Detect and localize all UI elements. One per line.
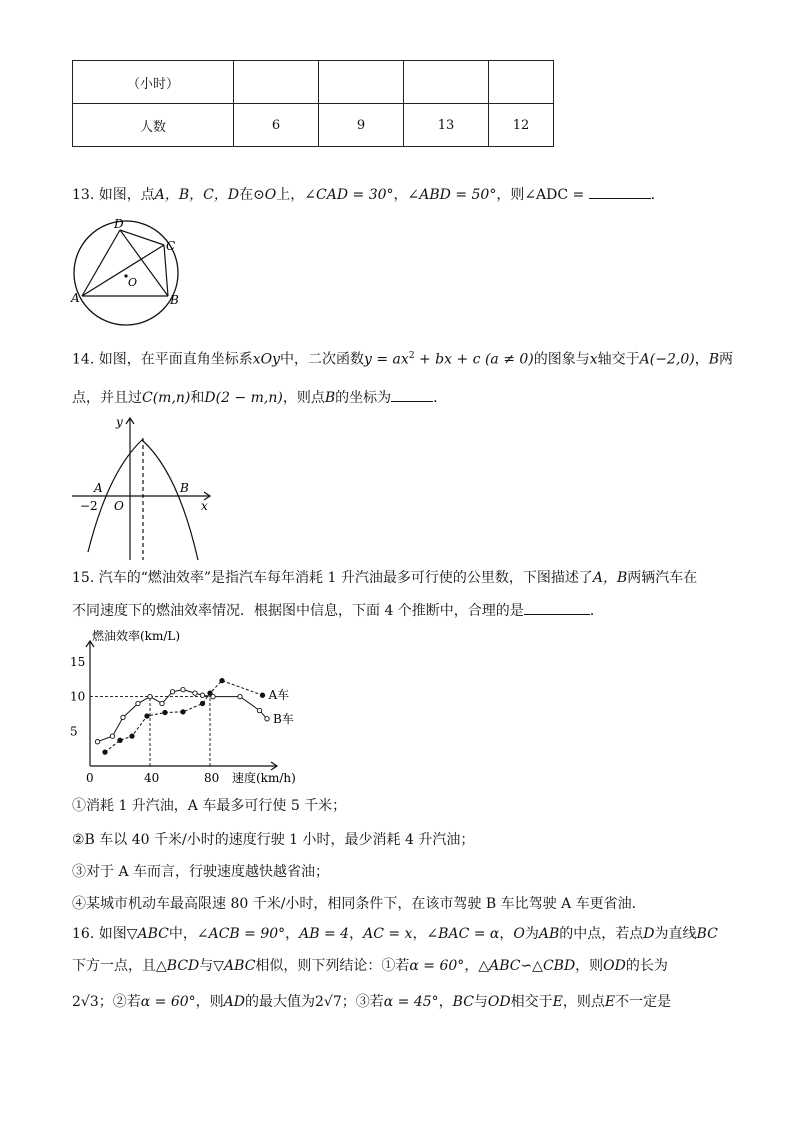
q13-part: ． <box>650 187 665 203</box>
q14-part: 两 <box>719 351 733 368</box>
fuel-efficiency-chart <box>60 626 320 790</box>
data-point <box>220 678 224 682</box>
q16-part: ，则点 <box>562 994 605 1010</box>
label-A: A <box>71 291 80 305</box>
q16-part: ， <box>438 994 453 1010</box>
q15-number: 15. <box>72 570 95 586</box>
data-point <box>148 694 152 698</box>
label-B: B <box>170 293 179 307</box>
q16-root3: 2√3 <box>72 994 99 1010</box>
answer-blank[interactable] <box>391 387 433 402</box>
data-point <box>95 740 99 744</box>
q16-line2 <box>72 956 668 976</box>
q14-part: 和 <box>190 390 205 406</box>
data-point <box>257 708 261 712</box>
q16-part: 为 <box>524 926 539 942</box>
q16-part: ， <box>412 926 427 942</box>
table-cell: 人数 <box>73 104 234 147</box>
q16-e: E <box>552 994 563 1010</box>
data-point <box>211 694 215 698</box>
q16-alpha: α = 60° <box>140 994 196 1010</box>
q14-parabola-figure <box>70 412 220 562</box>
q15-part: 两辆汽车在 <box>627 570 698 586</box>
q14-line1 <box>72 346 733 370</box>
q14-xoy: xOy <box>252 351 281 368</box>
q16-part: 的中点，若点 <box>559 926 644 942</box>
q14-point-d: D(2 − m,n) <box>204 390 283 406</box>
q14-part: 的坐标为 <box>335 390 392 406</box>
table-cell: （小时） <box>73 61 234 104</box>
q16-part: 与 <box>199 958 214 974</box>
q16-part: 相交于 <box>510 994 553 1010</box>
data-point <box>163 710 167 714</box>
q14-function-rest: + bx + c (a ≠ 0) <box>414 351 534 368</box>
table-cell: 13 <box>404 104 489 147</box>
q16-part: 为直线 <box>654 926 697 942</box>
q16-triangle: ▽ABC <box>126 926 169 942</box>
q16-part: ， <box>285 926 300 942</box>
data-point <box>181 710 185 714</box>
q13-part: ， <box>393 187 408 203</box>
q15-part: 不同速度下的燃油效率情况．根据图中信息，下面 4 个推断中，合理的是 <box>72 603 524 619</box>
data-point <box>238 694 242 698</box>
q16-root7: 2√7 <box>315 994 342 1010</box>
q16-od: OD <box>487 994 511 1010</box>
x-tick-label: 0 <box>86 771 94 785</box>
table-row <box>73 61 554 104</box>
q16-alpha: α = 60° <box>409 958 465 974</box>
label-O: O <box>128 276 138 289</box>
q13-part: 如图，点 <box>98 187 155 203</box>
series-label: A车 <box>268 688 290 703</box>
q16-part: ；②若 <box>98 994 141 1010</box>
data-point <box>103 750 107 754</box>
table-cell: 12 <box>489 104 554 147</box>
data-point <box>136 701 140 705</box>
q16-alpha: α = 45° <box>383 994 439 1010</box>
label-A: A <box>94 481 103 495</box>
q15-option-3: ③对于 A 车而言，行驶速度越快越省油； <box>72 864 330 880</box>
data-point <box>193 691 197 695</box>
q14-part: 轴交于 <box>597 351 640 368</box>
q16-ab-seg: AB <box>538 926 560 942</box>
q14-line2 <box>72 387 447 408</box>
q13-part: ，则∠ADC = <box>496 187 589 203</box>
q16-part: ， <box>499 926 514 942</box>
q16-part: ；③若 <box>341 994 384 1010</box>
data-point <box>110 734 114 738</box>
q15-part: ． <box>589 603 604 619</box>
q13-circle: ⊙O <box>253 187 277 203</box>
q16-ad: AD <box>223 994 245 1010</box>
answer-blank[interactable] <box>589 184 651 199</box>
table-cell: 9 <box>319 104 404 147</box>
q16-part: 相似，则下列结论：①若 <box>255 958 410 974</box>
data-point <box>121 715 125 719</box>
data-point <box>130 734 134 738</box>
q14-b: B <box>324 390 336 406</box>
label-D: D <box>114 217 124 231</box>
answer-blank[interactable] <box>524 600 590 615</box>
q14-point-c: C(m,n) <box>142 390 191 406</box>
chart-ylabel: 燃油效率(km/L) <box>92 629 181 643</box>
table-cell <box>234 61 319 104</box>
q16-part: 的长为 <box>625 958 668 974</box>
table-row <box>73 104 554 147</box>
q14-exponent: 2 <box>408 351 415 361</box>
data-point <box>260 693 264 697</box>
series-label: B车 <box>273 711 294 726</box>
q16-line1 <box>72 924 718 944</box>
q16-bc: BC <box>452 994 474 1010</box>
q16-od: OD <box>603 958 626 974</box>
q14-function: y = ax <box>364 351 409 368</box>
data-point <box>200 693 204 697</box>
q14-x: x <box>589 351 598 368</box>
data-point <box>118 738 122 742</box>
data-point <box>145 714 149 718</box>
y-tick-label: 10 <box>70 689 86 704</box>
q14-part: 如图，在平面直角坐标系 <box>98 351 253 368</box>
q14-part: ， <box>694 351 709 368</box>
q16-ab: AB = 4 <box>299 926 350 942</box>
q16-part: 不一定是 <box>615 994 672 1010</box>
data-point <box>265 717 269 721</box>
q14-part: 中，二次函数 <box>280 351 365 368</box>
q13-angle2: ∠ABD = 50° <box>407 187 497 203</box>
q15-option-1: ①消耗 1 升汽油，A 车最多可行使 5 千米； <box>72 798 347 814</box>
q14-part: ． <box>433 390 448 406</box>
label-C: C <box>166 239 176 253</box>
q16-ac: AC = x <box>363 926 413 942</box>
q16-part: ，则 <box>575 958 604 974</box>
chart-xlabel: 速度(km/h) <box>232 771 296 785</box>
data-point <box>181 687 185 691</box>
q14-part: 的图象与 <box>533 351 590 368</box>
q16-part: 如图 <box>98 926 127 942</box>
q13-number: 13. <box>72 187 95 203</box>
q16-bc: BC <box>696 926 718 942</box>
data-point <box>170 690 174 694</box>
q13-text <box>72 184 665 205</box>
q16-triangle: ▽ABC <box>213 958 256 974</box>
q16-o: O <box>513 926 525 942</box>
table-cell: 6 <box>234 104 319 147</box>
q13-angle1: ∠CAD = 30° <box>304 187 394 203</box>
x-tick-label: 40 <box>144 771 160 785</box>
data-point <box>160 701 164 705</box>
q13-points: A，B，C，D <box>154 187 240 203</box>
q14-b: B <box>708 351 719 368</box>
q16-part: 中， <box>168 926 197 942</box>
table-cell <box>489 61 554 104</box>
label-minus2: −2 <box>80 499 98 513</box>
q15-part: 汽车的“燃油效率”是指汽车每年消耗 1 升汽油最多可行使的公里数，下图描述了 <box>98 570 593 586</box>
y-tick-label: 15 <box>70 654 86 669</box>
x-tick-label: 80 <box>204 771 220 785</box>
q15-points: A，B <box>592 570 628 586</box>
q14-number: 14. <box>72 351 95 368</box>
q15-line1 <box>72 568 697 588</box>
label-B: B <box>180 481 189 495</box>
q16-triangle: △BCD <box>156 958 200 974</box>
q16-part: ，则 <box>195 994 224 1010</box>
q15-option-4: ④某城市机动车最高限速 80 千米/小时，相同条件下，在该市驾驶 B 车比驾驶 A 车更省油． <box>72 896 646 912</box>
q13-part: 在 <box>239 187 254 203</box>
q16-line3 <box>72 992 671 1012</box>
q14-part: 点，并且过 <box>72 390 142 406</box>
table-cell <box>404 61 489 104</box>
y-tick-label: 5 <box>70 724 78 739</box>
q15-option-2: ②B 车以 40 千米/小时的速度行驶 1 小时，最少消耗 4 升汽油； <box>72 832 475 848</box>
q14-point-a: A(−2,0) <box>639 351 695 368</box>
q13-part: 上， <box>276 187 305 203</box>
q16-part: 下方一点，且 <box>72 958 156 974</box>
q16-part: ， <box>349 926 364 942</box>
q16-part: 的最大值为 <box>245 994 315 1010</box>
q14-part: ，则点 <box>282 390 325 406</box>
label-O: O <box>114 499 124 513</box>
q16-angle: ∠ACB = 90° <box>196 926 286 942</box>
q13-circle-figure <box>68 214 198 332</box>
data-point <box>200 701 204 705</box>
q15-line2 <box>72 600 604 621</box>
q16-part: 与 <box>473 994 488 1010</box>
label-x: x <box>201 499 208 513</box>
q16-part: ， <box>464 958 479 974</box>
label-y: y <box>116 415 123 429</box>
q16-number: 16. <box>72 926 95 942</box>
q16-similar: △ABC∽△CBD <box>478 958 576 974</box>
table-cell <box>319 61 404 104</box>
data-table <box>72 60 554 147</box>
q16-e: E <box>604 994 616 1010</box>
q16-d: D <box>643 926 655 942</box>
q16-bac: ∠BAC = α <box>426 926 500 942</box>
